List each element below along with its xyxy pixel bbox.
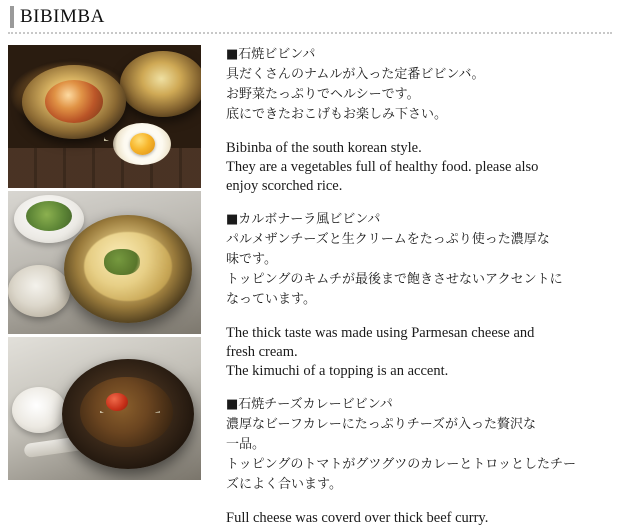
page-title: BIBIMBA — [10, 6, 105, 28]
section-2-jp-line-2: 味です。 — [226, 252, 277, 267]
section-2-en-line-1: The thick taste was made using Parmesan cheese and — [226, 325, 535, 341]
photo-stone-bowl-bibimbap-with-egg — [8, 45, 201, 188]
section-2-en-line-2: fresh cream. — [226, 344, 298, 360]
section-1-english — [226, 139, 612, 196]
section-2-english — [226, 324, 612, 381]
section-3-jp-line-2: 一品。 — [226, 437, 266, 452]
section-3-jp-line-3: トッピングのトマトがグツグツのカレーとトロッとしたチー — [226, 457, 576, 472]
salad-greens — [26, 201, 72, 231]
section-3-jp-line-1: 濃厚なビーフカレーにたっぷりチーズが入った贅沢な — [226, 417, 537, 432]
stone-bowl-curry — [62, 359, 194, 469]
section-3-en-line-1: Full cheese was coverd over thick beef curry. — [226, 510, 489, 526]
section-2-en-line-3: The kimuchi of a topping is an accent. — [226, 363, 449, 379]
section-1-en-line-2: They are a vegetables full of healthy food. please also — [226, 159, 539, 175]
section-1-heading: ■石焼ビビンパ — [226, 47, 316, 62]
article-body — [201, 45, 622, 528]
photo-cheese-curry-bibimbap — [8, 337, 201, 480]
tomato-topping — [106, 393, 128, 411]
page-content — [0, 45, 622, 528]
section-1-en-line-3: enjoy scorched rice. — [226, 178, 343, 194]
section-2-heading: ■カルボナーラ風ビビンパ — [226, 212, 381, 227]
section-1-jp-line-1: 具だくさんのナムルが入った定番ビビンバ。 — [226, 67, 485, 82]
section-3-jp-line-4: ズによく合います。 — [226, 477, 342, 492]
image-gallery — [8, 45, 201, 480]
wooden-table-decor — [8, 148, 201, 188]
section-2-jp-line-3: トッピングのキムチが最後まで飽きさせないアクセントに — [226, 272, 563, 287]
page-title-bar — [8, 6, 612, 34]
section-3-japanese — [226, 395, 612, 495]
section-2-jp-line-4: なっています。 — [226, 292, 316, 307]
herb-garnish — [104, 249, 140, 275]
side-cup — [12, 387, 66, 433]
section-2-japanese — [226, 210, 612, 310]
section-1-jp-line-3: 底にできたおこげもお楽しみ下さい。 — [226, 107, 448, 122]
section-1-en-line-1: Bibinba of the south korean style. — [226, 140, 422, 156]
section-2-jp-line-1: パルメザンチーズと生クリームをたっぷり使った濃厚な — [226, 232, 550, 247]
section-1-jp-line-2: お野菜たっぷりでヘルシーです。 — [226, 87, 420, 102]
section-3-english — [226, 509, 612, 528]
egg-yolk — [130, 133, 155, 155]
photo-carbonara-style-bibimbap — [8, 191, 201, 334]
section-3-heading: ■石焼チーズカレービビンパ — [226, 397, 393, 412]
section-1-japanese — [226, 45, 612, 125]
page-root — [0, 6, 622, 526]
soup-bowl — [8, 265, 70, 317]
